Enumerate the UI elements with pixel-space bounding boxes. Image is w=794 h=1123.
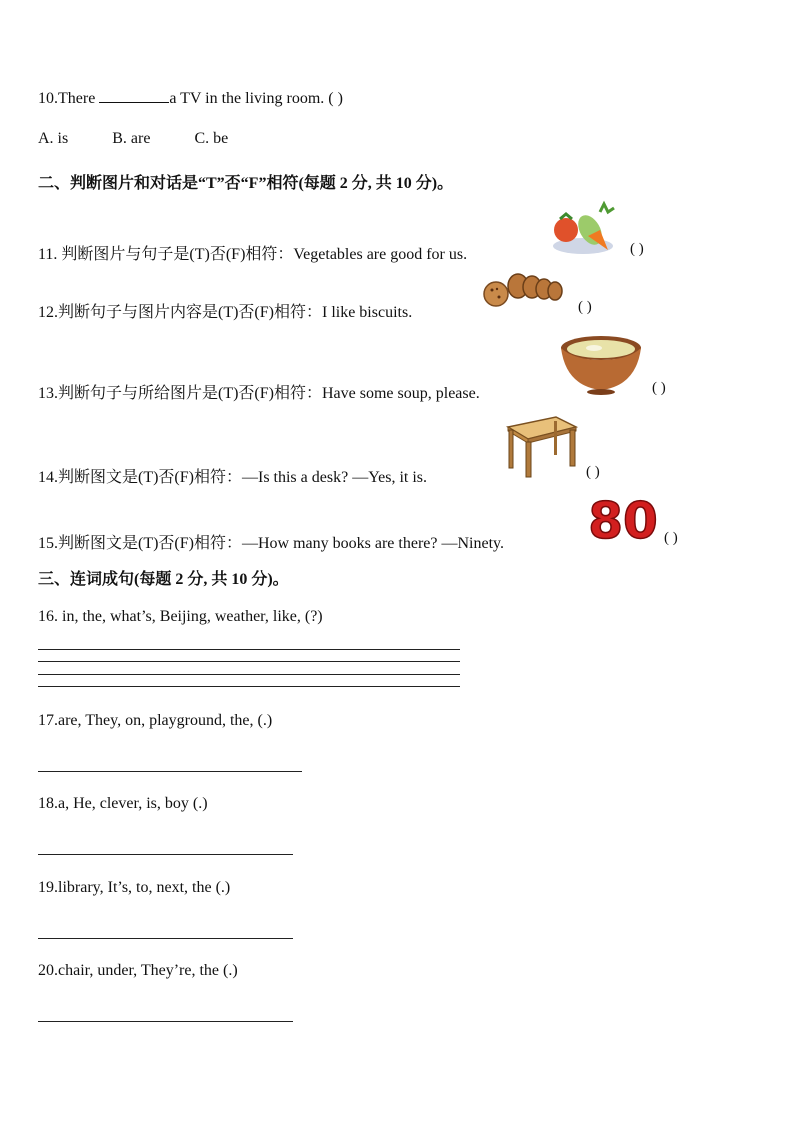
number-80-icon [588,492,658,546]
answer-line[interactable] [38,938,293,939]
table-icon [500,413,578,479]
answer-line[interactable] [38,1021,293,1022]
answer-line[interactable] [38,854,293,855]
option-c: C. be [194,130,229,147]
number-80-text: 80 [588,492,658,546]
question-15: 15.判断图文是(T)否(F)相符：—How many books are there? —Ninety. [38,535,504,552]
question-12: 12.判断句子与图片内容是(T)否(F)相符：I like biscuits. [38,304,413,321]
answer-paren-15[interactable]: ( ) [664,530,678,546]
question-13: 13.判断句子与所给图片是(T)否(F)相符：Have some soup, please. [38,385,480,402]
answer-line[interactable] [38,649,460,650]
answer-paren-14[interactable]: ( ) [586,464,600,480]
question-10 [38,88,343,108]
question-10-prefix: 10.There [38,90,100,107]
question-10-options [38,130,268,148]
answer-paren-11[interactable]: ( ) [630,241,644,257]
question-17: 17.are, They, on, playground, the, (.) [38,712,273,729]
question-20: 20.chair, under, They’re, the (.) [38,962,238,979]
answer-paren-12[interactable]: ( ) [578,299,592,315]
soup-bowl-icon [558,334,644,396]
answer-line[interactable] [38,661,460,662]
question-18: 18.a, He, clever, is, boy (.) [38,795,208,812]
section-2-heading: 二、判断图片和对话是“T”否“F”相符(每题 2 分, 共 10 分)。 [38,175,454,192]
answer-line[interactable] [38,771,302,772]
section-3-heading: 三、连词成句(每题 2 分, 共 10 分)。 [38,571,289,588]
answer-blank[interactable] [99,88,169,103]
answer-line[interactable] [38,674,460,675]
option-a: A. is [38,130,69,147]
question-11: 11. 判断图片与句子是(T)否(F)相符：Vegetables are good for us. [38,246,468,263]
question-14: 14.判断图文是(T)否(F)相符：—Is this a desk? —Yes, it is. [38,469,428,486]
answer-paren-13[interactable]: ( ) [652,380,666,396]
question-10-suffix: a TV in the living room. ( ) [169,90,343,107]
question-16: 16. in, the, what’s, Beijing, weather, like, (?) [38,608,323,625]
answer-line[interactable] [38,686,460,687]
biscuits-icon [482,270,566,312]
option-b: B. are [112,130,151,147]
vegetables-icon [548,200,618,256]
question-19: 19.library, It’s, to, next, the (.) [38,879,231,896]
